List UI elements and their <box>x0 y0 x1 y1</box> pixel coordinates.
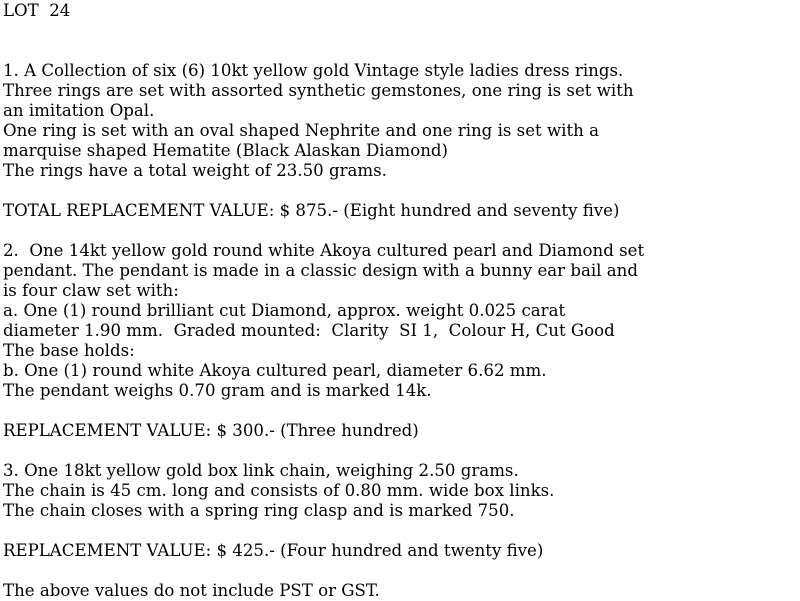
item-2-line: is four claw set with: <box>3 281 179 300</box>
item-2-line: diameter 1.90 mm. Graded mounted: Clarity SI 1, Colour H, Cut Good <box>3 321 615 340</box>
item-1-line: 1. A Collection of six (6) 10kt yellow gold Vintage style ladies dress rings. <box>3 61 624 80</box>
item-2-line: a. One (1) round brilliant cut Diamond, approx. weight 0.025 carat <box>3 301 566 320</box>
item-2-line: b. One (1) round white Akoya cultured pearl, diameter 6.62 mm. <box>3 361 547 380</box>
lot-heading: LOT 24 <box>3 1 71 20</box>
spacer <box>3 521 797 541</box>
item-1-value: TOTAL REPLACEMENT VALUE: $ 875.- (Eight hundred and seventy five) <box>3 201 620 220</box>
document-page <box>3 1 797 601</box>
item-2-line: 2. One 14kt yellow gold round white Akoya cultured pearl and Diamond set <box>3 241 645 260</box>
item-2-line: The pendant weighs 0.70 gram and is marked 14k. <box>3 381 432 400</box>
spacer <box>3 441 797 461</box>
item-2-value: REPLACEMENT VALUE: $ 300.- (Three hundred) <box>3 421 419 440</box>
item-2-line: pendant. The pendant is made in a classic design with a bunny ear bail and <box>3 261 638 280</box>
spacer <box>3 21 797 41</box>
item-1-line: One ring is set with an oval shaped Nephrite and one ring is set with a <box>3 121 599 140</box>
spacer <box>3 41 797 61</box>
spacer <box>3 181 797 201</box>
item-1-line: Three rings are set with assorted synthetic gemstones, one ring is set with <box>3 81 634 100</box>
spacer <box>3 561 797 581</box>
item-3-line: The chain is 45 cm. long and consists of 0.80 mm. wide box links. <box>3 481 555 500</box>
spacer <box>3 221 797 241</box>
item-1-line: an imitation Opal. <box>3 101 155 120</box>
item-3-line: The chain closes with a spring ring clasp and is marked 750. <box>3 501 515 520</box>
spacer <box>3 401 797 421</box>
item-3-line: 3. One 18kt yellow gold box link chain, weighing 2.50 grams. <box>3 461 519 480</box>
item-1-description <box>3 61 797 181</box>
item-2-line: The base holds: <box>3 341 135 360</box>
item-1-line: The rings have a total weight of 23.50 grams. <box>3 161 387 180</box>
item-3-description <box>3 461 797 521</box>
item-3-value: REPLACEMENT VALUE: $ 425.- (Four hundred and twenty five) <box>3 541 544 560</box>
tax-disclaimer: The above values do not include PST or GST. <box>3 581 380 600</box>
item-2-description <box>3 241 797 401</box>
item-1-line: marquise shaped Hematite (Black Alaskan Diamond) <box>3 141 448 160</box>
